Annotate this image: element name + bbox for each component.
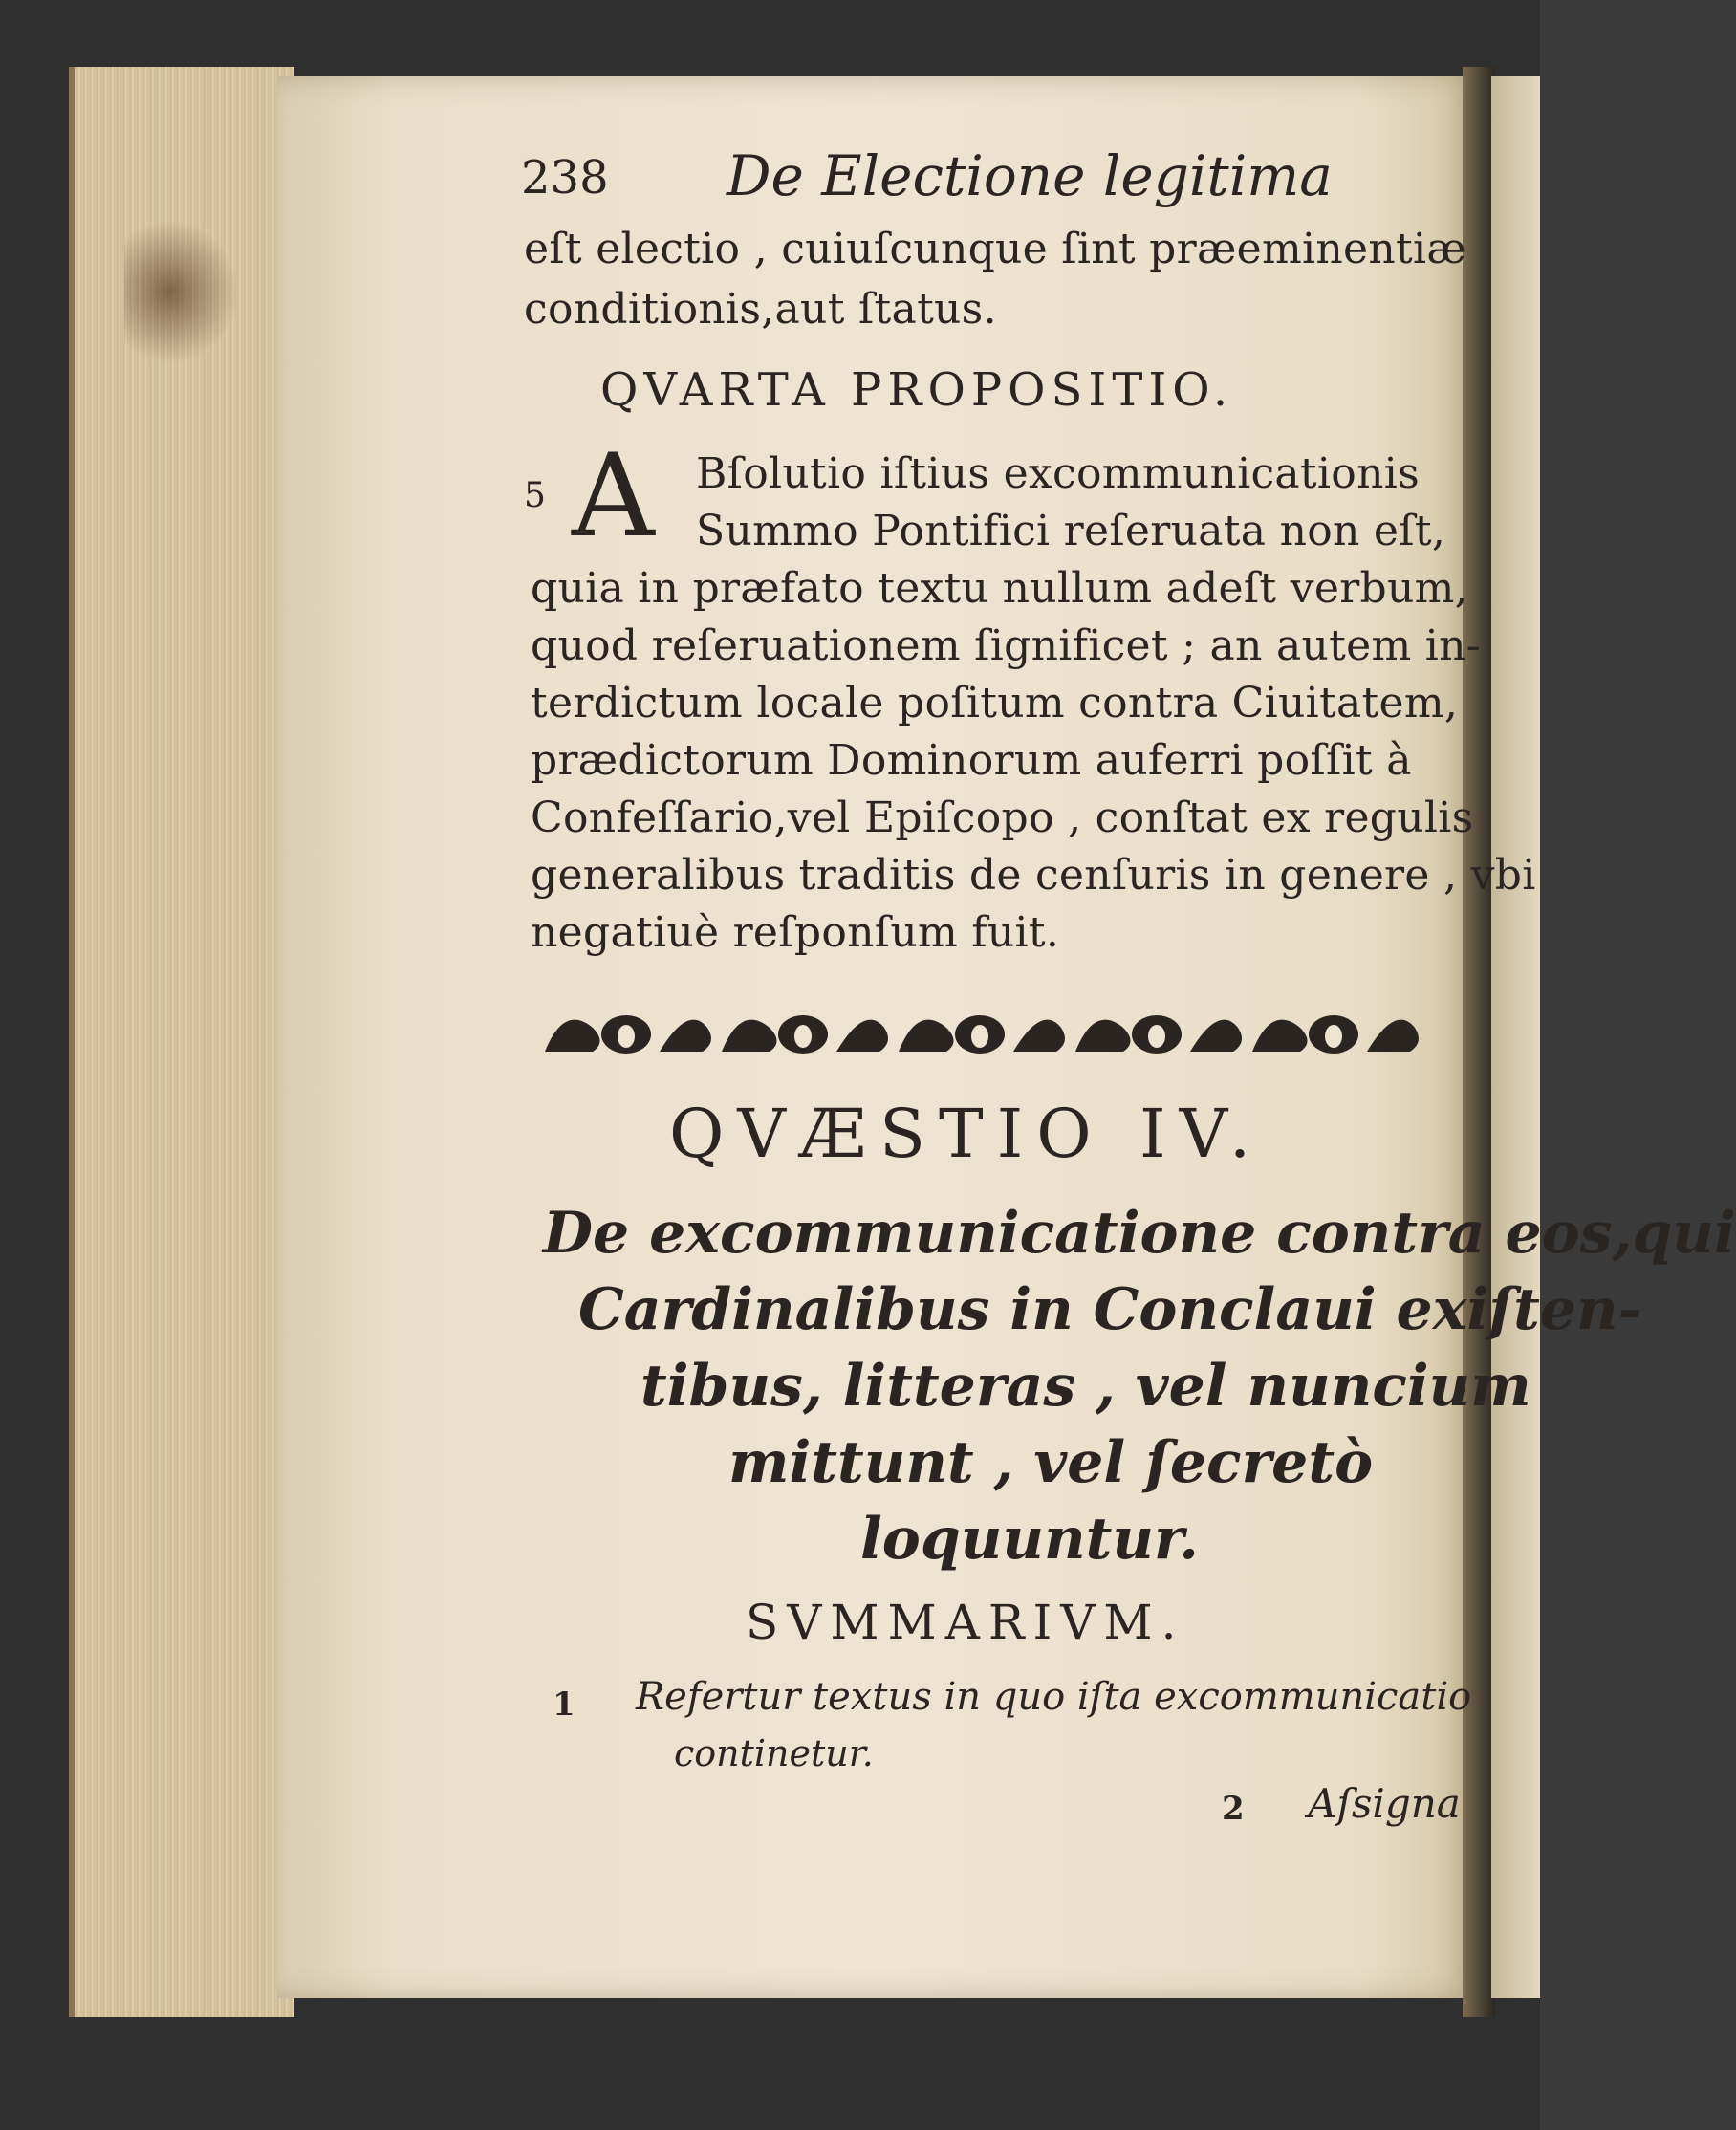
proposition-heading: QVARTA PROPOSITIO. (600, 363, 1234, 417)
text-line: Confeſſario,vel Epiſcopo , conſtat ex regulis (531, 793, 1474, 842)
text-line: terdictum locale poſitum contra Ciuitatem, (531, 679, 1459, 728)
summary-item-number: 1 (553, 1685, 575, 1724)
section-number: 5 (524, 476, 546, 515)
text-line: quia in præfato textu nullum adeſt verbum, (531, 564, 1468, 613)
catchword: Aſsigna (1308, 1780, 1461, 1827)
text-line: Bſolutio iſtius excommunicationis (696, 449, 1420, 498)
summary-heading: SVMMARIVM. (746, 1595, 1185, 1650)
question-title-line: mittunt , vel ſecretò (728, 1429, 1374, 1496)
catchword-number: 2 (1222, 1790, 1245, 1828)
question-heading: QVÆSTIO IV. (669, 1095, 1265, 1173)
question-title-line: Cardinalibus in Conclaui exiſten- (578, 1276, 1642, 1343)
text-line: conditionis,aut ſtatus. (524, 285, 997, 334)
text-line: Summo Pontifici reſeruata non eſt, (696, 507, 1446, 555)
edge-stain (124, 220, 239, 363)
text-line: prædictorum Dominorum auferri poſſit à (531, 736, 1412, 785)
drop-cap: A (572, 430, 655, 563)
text-line: eſt electio , cuiuſcunque ſint præeminentiæ (524, 225, 1466, 273)
text-line: generalibus traditis de cenſuris in genere , vbi (531, 851, 1536, 900)
question-title-line: tibus, litteras , vel nuncium (640, 1353, 1531, 1420)
text-line: quod reſeruationem ſignificet ; an autem in- (531, 621, 1481, 670)
question-title-line: De excommunicatione contra eos,qui (543, 1200, 1736, 1267)
ornament-band (535, 994, 1417, 1061)
running-title: De Electione legitima (727, 143, 1333, 208)
summary-item-text: continetur. (674, 1732, 874, 1774)
gutter-shadow (1463, 67, 1495, 2017)
facing-page-edge (1491, 76, 1540, 1998)
question-title-line: loquuntur. (860, 1506, 1199, 1573)
text-line: negatiuè reſponſum fuit. (531, 908, 1060, 957)
summary-item-text: Refertur textus in quo iſta excommunicatio (636, 1675, 1472, 1719)
page-number: 238 (521, 151, 609, 205)
